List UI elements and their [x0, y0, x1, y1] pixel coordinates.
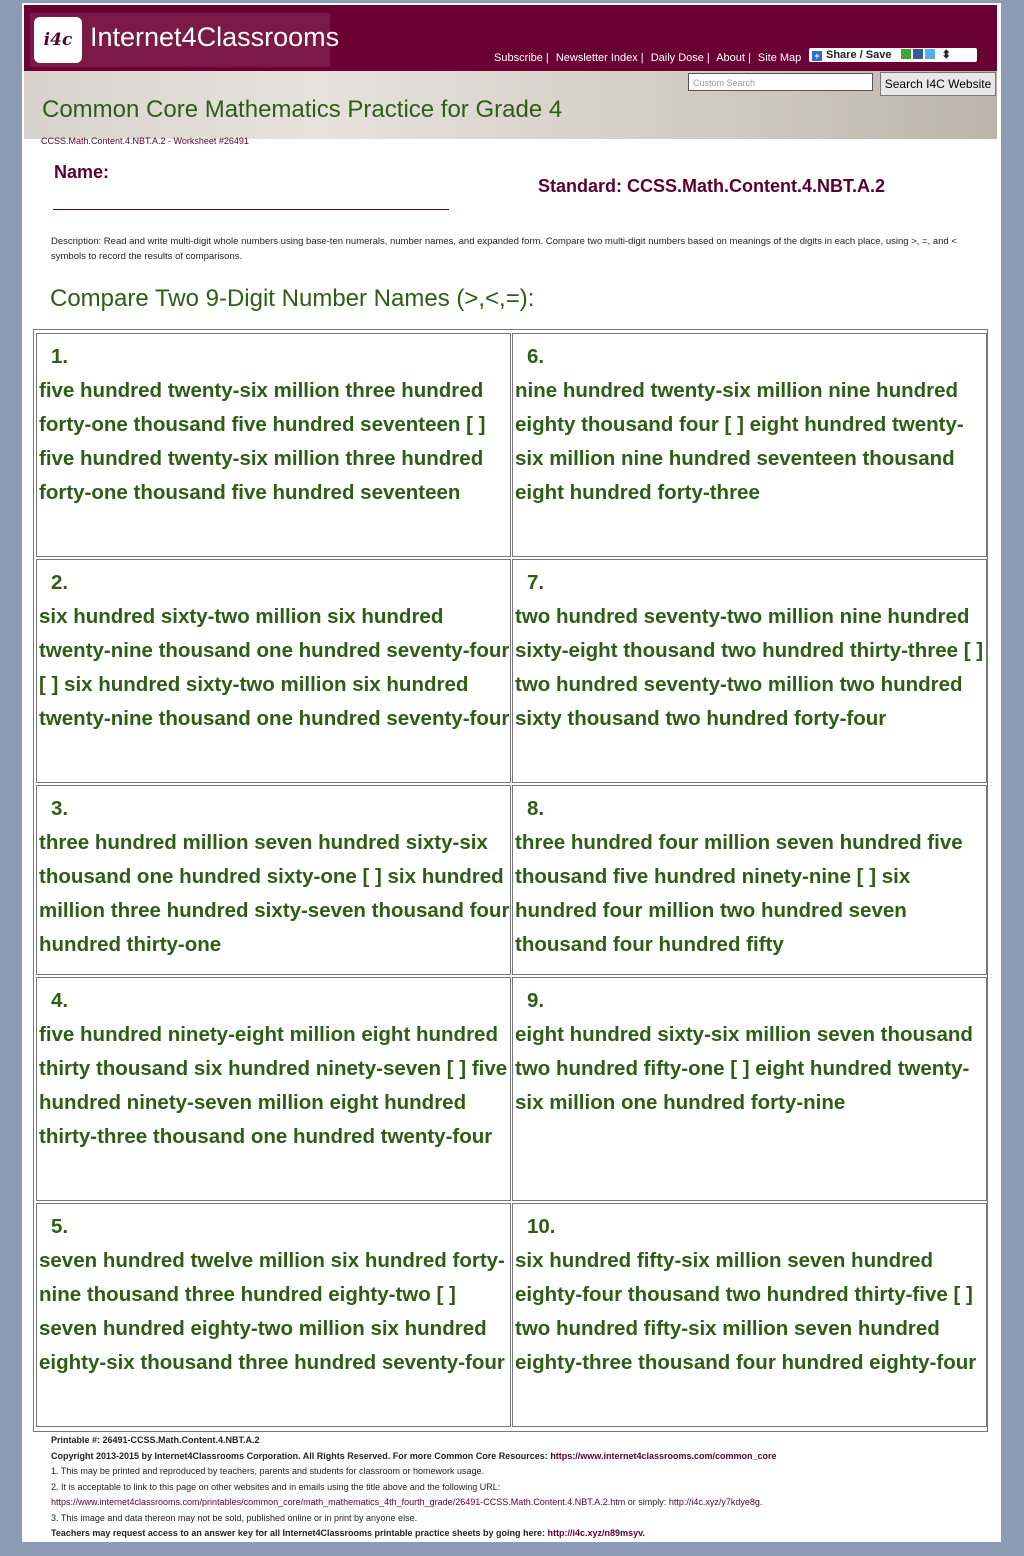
share-label: Share / Save: [826, 49, 892, 61]
problem-cell: [36, 333, 511, 557]
breadcrumb[interactable]: CCSS.Math.Content.4.NBT.A.2 - Worksheet #26491: [41, 136, 249, 146]
problem-cell: [512, 559, 987, 783]
answer-key-line: Teachers may request access to an answer key for all Internet4Classrooms printable practice sheets by going here: http://i4c.xyz/n89msyv.: [51, 1528, 645, 1538]
problem-number: 10.: [527, 1215, 556, 1238]
problem-grid: [33, 329, 988, 1432]
chevron-updown-icon: ⬍: [941, 49, 951, 61]
name-line: [53, 209, 449, 210]
printable-number: Printable #: 26491-CCSS.Math.Content.4.NBT.A.2: [51, 1435, 260, 1445]
problem-text: three hundred million seven hundred sixty-six thousand one hundred sixty-one [ ] six hundred million three hundred sixty-seven thousand four hundred thirty-one: [39, 831, 510, 956]
problem-text: six hundred sixty-two million six hundred twenty-nine thousand one hundred seventy-four [ ] six hundred sixty-two million six hundred twenty-nine thousand one hundred seventy-four: [39, 605, 510, 730]
standard-label: Standard: CCSS.Math.Content.4.NBT.A.2: [538, 176, 886, 196]
problem-cell: [36, 977, 511, 1201]
facebook-icon: [913, 49, 923, 59]
plus-icon: +: [812, 51, 822, 61]
nav-separator: |: [545, 52, 549, 64]
problem-cell: [36, 785, 511, 975]
problem-cell: [512, 1203, 987, 1427]
problem-number: 8.: [527, 797, 545, 820]
problem-number: 2.: [51, 571, 69, 594]
top-nav: [494, 52, 801, 64]
nav-daily-dose[interactable]: Daily Dose: [650, 52, 704, 64]
logo-badge: i4c: [34, 17, 82, 63]
problem-cell: [36, 1203, 511, 1427]
section-title: Compare Two 9-Digit Number Names (>,<,=):: [50, 285, 535, 312]
answer-key-link[interactable]: http://i4c.xyz/n89msyv: [547, 1528, 643, 1538]
search-input[interactable]: Custom Search: [688, 73, 873, 91]
share-email-icon: [901, 49, 911, 59]
worksheet-url-link[interactable]: https://www.internet4classrooms.com/printables/common_core/math_mathematics_4th_fourth_grade/26491-CCSS.Math.Content.4.NBT.A.2.htm: [51, 1497, 626, 1507]
problem-number: 1.: [51, 345, 69, 368]
problem-cell: [512, 333, 987, 557]
page-title: Common Core Mathematics Practice for Grade 4: [42, 96, 563, 123]
usage-note-1: 1. This may be printed and reproduced by teachers, parents and students for classroom or homework usage.: [51, 1466, 485, 1476]
problem-text: five hundred ninety-eight million eight hundred thirty thousand six hundred ninety-seven [ ] five hundred ninety-seven million eight hundred thirty-three thousand one hundred twenty-four: [39, 1023, 508, 1148]
problem-text: nine hundred twenty-six million nine hundred eighty thousand four [ ] eight hundred twenty-six million nine hundred seventeen thousand eight hundred forty-three: [515, 379, 964, 504]
problem-number: 3.: [51, 797, 69, 820]
usage-note-2: 2. It is acceptable to link to this page on other websites and in emails using the title above and the following URL:: [51, 1481, 501, 1492]
nav-site-map[interactable]: Site Map: [757, 52, 802, 64]
copyright-line: [51, 1449, 991, 1465]
problem-cell: [36, 559, 511, 783]
usage-note-3: 3. This image and data thereon may not be sold, published online or in print by anyone else.: [51, 1512, 418, 1523]
problem-number: 5.: [51, 1215, 69, 1238]
nav-separator: |: [706, 52, 710, 64]
problem-number: 4.: [51, 989, 69, 1012]
problem-text: two hundred seventy-two million nine hundred sixty-eight thousand two hundred thirty-three [ ] two hundred seventy-two million two hundred sixty thousand two hundred forty-four: [515, 605, 984, 730]
site-logo[interactable]: [30, 13, 340, 67]
problem-cell: [512, 785, 987, 975]
header-bar: [24, 5, 997, 71]
problem-text: five hundred twenty-six million three hundred forty-one thousand five hundred seventeen [ ] five hundred twenty-six million three hundred forty-one thousand five hundred seventeen: [39, 379, 486, 504]
problem-number: 9.: [527, 989, 545, 1012]
nav-subscribe[interactable]: Subscribe: [494, 52, 543, 64]
usage-note-2-urls: https://www.internet4classrooms.com/printables/common_core/math_mathematics_4th_fourth_grade/26491-CCSS.Math.Content.4.NBT.A.2.htm or simply: http://i4c.xyz/y7kdye8g.: [51, 1497, 763, 1507]
nav-about[interactable]: About: [716, 52, 745, 64]
problem-text: seven hundred twelve million six hundred forty-nine thousand three hundred eighty-two [ ] seven hundred eighty-two million six hundred eighty-six thousand three hundred seventy-four: [39, 1249, 505, 1374]
logo-text: Internet4Classrooms: [90, 22, 340, 52]
description: Description: Read and write multi-digit whole numbers using base-ten numerals, number names, and expanded form. Compare two multi-digit numbers based on meanings of the digits in each place, using >, =, and < symbols to record the results of comparisons.: [51, 236, 957, 262]
problem-text: eight hundred sixty-six million seven thousand two hundred fifty-one [ ] eight hundred twenty-six million one hundred forty-nine: [515, 1023, 973, 1114]
name-label: Name:: [54, 162, 110, 182]
problem-cell: [512, 977, 987, 1201]
search-button[interactable]: Search I4C Website: [880, 72, 996, 96]
problem-number: 6.: [527, 345, 545, 368]
common-core-link[interactable]: https://www.internet4classrooms.com/common_core: [550, 1450, 777, 1461]
footer: [51, 1433, 991, 1542]
nav-separator: |: [640, 52, 644, 64]
short-url-link[interactable]: http://i4c.xyz/y7kdye8g: [668, 1497, 760, 1507]
problem-text: six hundred fifty-six million seven hundred eighty-four thousand two hundred thirty-five [ ] two hundred fifty-six million seven hundred eighty-three thousand four hundred eighty-four: [515, 1249, 977, 1374]
share-save-button[interactable]: [809, 48, 977, 62]
twitter-icon: [925, 49, 935, 59]
page: [22, 3, 1001, 1542]
answer-key-text: Teachers may request access to an answer key for all Internet4Classrooms printable practice sheets by going here:: [51, 1528, 546, 1538]
nav-separator: |: [747, 52, 751, 64]
problem-text: three hundred four million seven hundred five thousand five hundred ninety-nine [ ] six hundred four million two hundred seven thousand four hundred fifty: [515, 831, 963, 956]
copyright-text: Copyright 2013-2015 by Internet4Classrooms Corporation. All Rights Reserved. For more Common Core Resources:: [51, 1450, 548, 1461]
url-or-text: or simply:: [627, 1497, 667, 1507]
problem-number: 7.: [527, 571, 545, 594]
nav-newsletter-index[interactable]: Newsletter Index: [555, 52, 638, 64]
